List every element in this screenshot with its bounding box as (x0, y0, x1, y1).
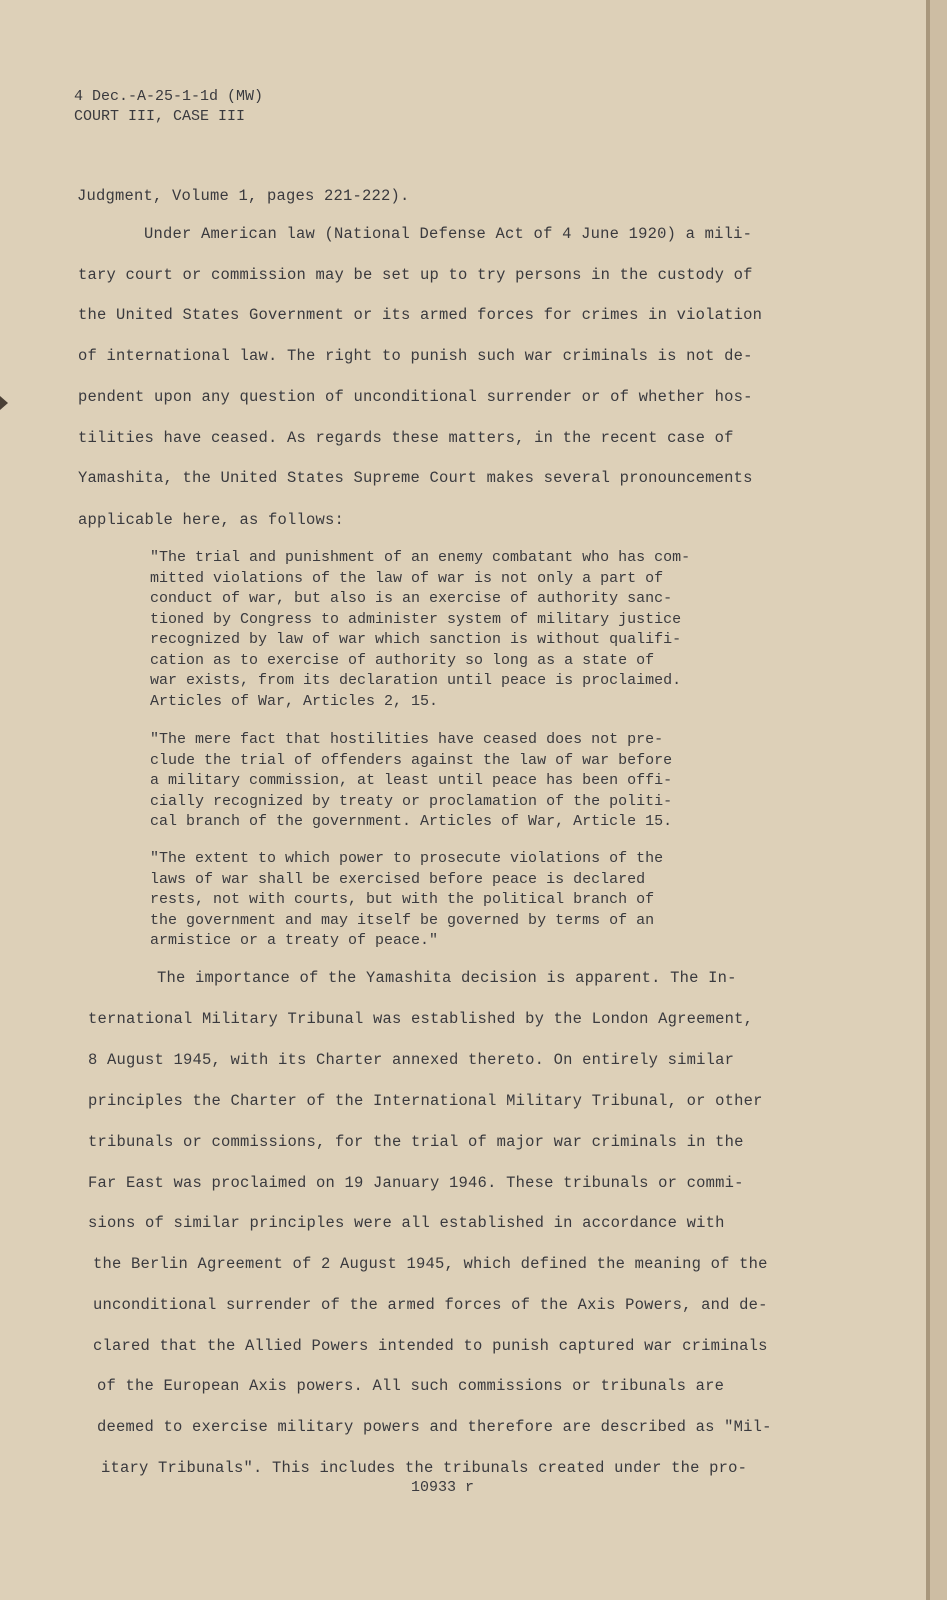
quote-line: cal branch of the government. Articles of War, Article 15. (150, 813, 673, 830)
quote-line: cation as to exercise of authority so long as a state of (150, 651, 655, 669)
quote-line: recognized by law of war which sanction is without qualifi- (150, 631, 682, 648)
paragraph-line: Far East was proclaimed on 19 January 1946. These tribunals or commi- (88, 1174, 744, 1192)
paragraph-line: The importance of the Yamashita decision is apparent. The In- (157, 969, 737, 987)
paragraph-line: tribunals or commissions, for the trial of major war criminals in the (88, 1133, 744, 1151)
paragraph-line: tilities have ceased. As regards these matters, in the recent case of (78, 429, 734, 447)
paragraph-line: pendent upon any question of unconditional surrender or of whether hos- (78, 388, 753, 406)
paragraph-line: sions of similar principles were all established in accordance with (88, 1214, 725, 1232)
paragraph-line: tary court or commission may be set up to try persons in the custody of (78, 266, 753, 284)
page-number: 10933 r (411, 1479, 475, 1496)
quote-line: a military commission, at least until peace has been offi- (150, 772, 673, 789)
quote-line: mitted violations of the law of war is not only a part of (150, 569, 664, 587)
paragraph-line: Under American law (National Defense Act of 4 June 1920) a mili- (144, 225, 753, 243)
paragraph-line: clared that the Allied Powers intended to punish captured war criminals (93, 1337, 768, 1355)
quote-line: tioned by Congress to administer system of military justice (150, 610, 682, 628)
quotation-block (150, 548, 750, 712)
quotation-block (150, 730, 750, 833)
citation-line: Judgment, Volume 1, pages 221-222). (77, 187, 410, 205)
quote-line: cially recognized by treaty or proclamation of the politi- (150, 792, 673, 810)
quotation-block (150, 849, 750, 952)
quote-line: "The mere fact that hostilities have ceased does not pre- (150, 731, 664, 748)
quote-line: rests, not with courts, but with the political branch of (150, 891, 655, 908)
quote-line: "The trial and punishment of an enemy combatant who has com- (150, 549, 691, 566)
paragraph-line: of international law. The right to punish such war criminals is not de- (78, 347, 753, 365)
quote-line: armistice or a treaty of peace." (150, 932, 439, 949)
paragraph-line: itary Tribunals". This includes the tribunals created under the pro- (101, 1459, 748, 1477)
quote-line: clude the trial of offenders against the law of war before (150, 751, 673, 769)
quote-line: the government and may itself be governed by terms of an (150, 911, 655, 929)
paragraph-line: deemed to exercise military powers and therefore are described as "Mil- (97, 1418, 772, 1436)
reference-code: 4 Dec.-A-25-1-1d (MW) (74, 88, 264, 105)
binding-mark (0, 396, 8, 410)
paragraph-line: the Berlin Agreement of 2 August 1945, which defined the meaning of the (93, 1255, 768, 1273)
paragraph-line: 8 August 1945, with its Charter annexed thereto. On entirely similar (88, 1051, 735, 1069)
document-header (74, 87, 263, 127)
quote-line: war exists, from its declaration until peace is proclaimed. (150, 672, 682, 689)
paragraph-line: applicable here, as follows: (78, 511, 345, 529)
court-case-label: COURT III, CASE III (74, 108, 246, 125)
paragraph-line: the United States Government or its armed forces for crimes in violation (78, 306, 763, 324)
paragraph-line: ternational Military Tribunal was established by the London Agreement, (88, 1010, 754, 1028)
quote-line: conduct of war, but also is an exercise of authority sanc- (150, 590, 673, 607)
paragraph-line: of the European Axis powers. All such commissions or tribunals are (97, 1377, 725, 1395)
paragraph-line: principles the Charter of the International Military Tribunal, or other (88, 1092, 763, 1110)
quote-line: laws of war shall be exercised before peace is declared (150, 870, 646, 888)
paragraph-line: unconditional surrender of the armed forces of the Axis Powers, and de- (93, 1296, 768, 1314)
quote-line: "The extent to which power to prosecute violations of the (150, 850, 664, 867)
quote-line: Articles of War, Articles 2, 15. (150, 692, 439, 710)
paragraph-line: Yamashita, the United States Supreme Court makes several pronouncements (78, 469, 753, 487)
